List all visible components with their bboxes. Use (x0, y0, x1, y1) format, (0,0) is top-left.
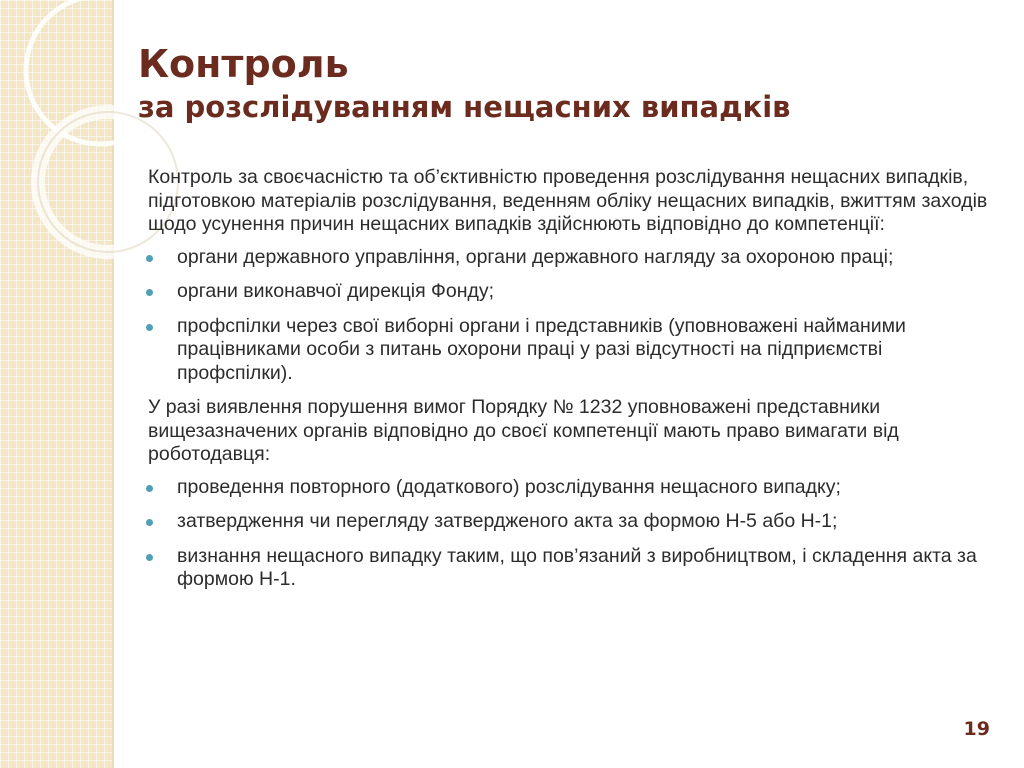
list-item-text: визнання нещасного випадку таким, що пов’язаний з виробництвом, і складення акта за формою Н-1. (177, 544, 977, 590)
slide-title (138, 40, 998, 126)
list-item-text: профспілки через свої виборні органи і представників (уповноважені найманими працівниками особи з питань охорони праці у разі відсутності на підприємстві профспілки). (177, 314, 906, 384)
title-line-2: за розслідуванням нещасних випадків (138, 90, 791, 124)
second-paragraph: У разі виявлення порушення вимог Порядку № 1232 уповноважені представники вищезазначених органів відповідно до своєї компетенції мають право вимагати від роботодавця: (148, 396, 899, 465)
list-item (147, 280, 988, 304)
bullet-dot-icon (146, 485, 153, 492)
list-item (147, 476, 988, 500)
list-item (147, 246, 988, 270)
list-item-text: затвердження чи перегляду затвердженого акта за формою Н-5 або Н-1; (177, 510, 838, 532)
list-item-text: органи виконавчої дирекція Фонду; (177, 280, 495, 302)
bullet-dot-icon (146, 255, 153, 262)
bullet-dot-icon (146, 289, 153, 296)
bullet-dot-icon (146, 519, 153, 526)
list-item (147, 315, 988, 386)
first-bullet-list (148, 246, 988, 386)
list-item-text: органи державного управління, органи державного нагляду за охороною праці; (177, 245, 894, 268)
bullet-dot-icon (146, 324, 153, 331)
list-item (147, 545, 988, 592)
second-bullet-list (148, 476, 988, 592)
list-item-text: проведення повторного (додаткового) розслідування нещасного випадку; (177, 475, 841, 498)
title-line-1: Контроль (138, 42, 349, 86)
intro-paragraph: Контроль за своєчасністю та об’єктивністю проведення розслідування нещасних випадків, підготовкою матеріалів розслідування, веденням обліку нещасних випадків, вжиттям заходів щодо усунення причин нещасних випадків здійснюють відповідно до компетенції: (148, 166, 988, 235)
page-number: 19 (963, 718, 990, 740)
slide-content (148, 166, 988, 603)
list-item (147, 510, 988, 534)
bullet-dot-icon (146, 554, 153, 561)
